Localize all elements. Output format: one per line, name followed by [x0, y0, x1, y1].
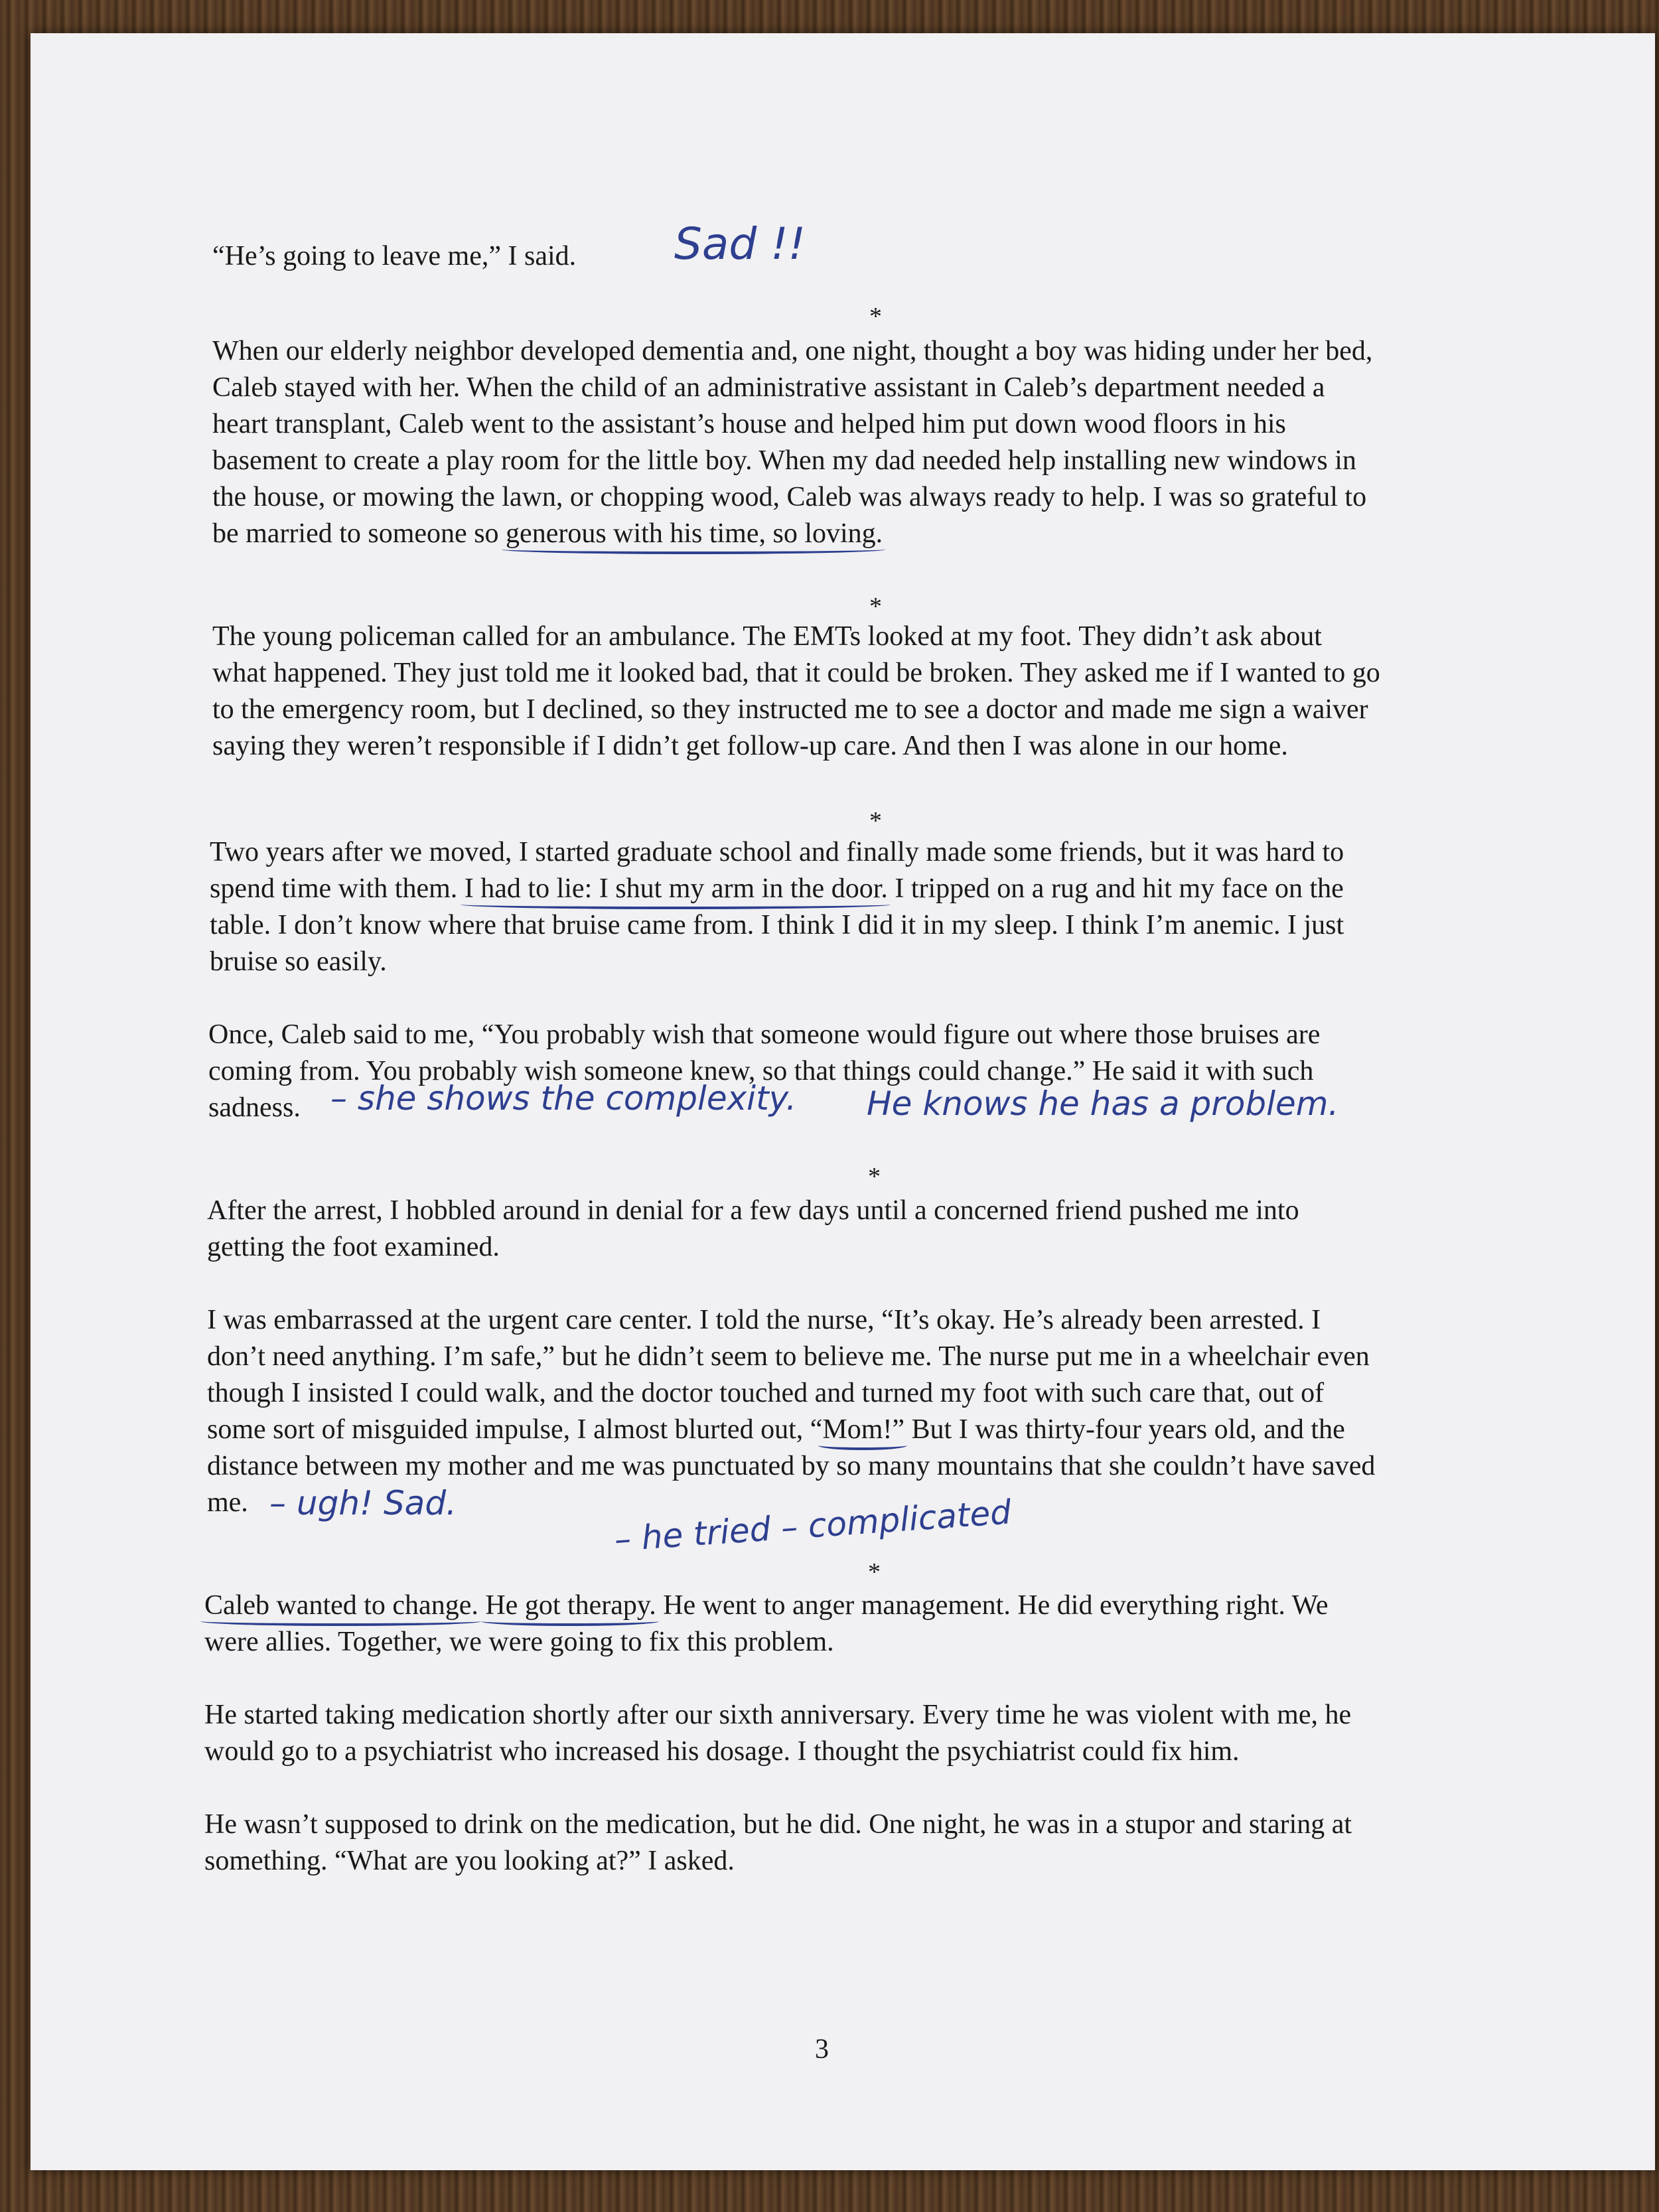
text-line: getting the foot examined. — [207, 1232, 500, 1262]
section-separator: * — [869, 303, 882, 331]
line-text: But I was thirty-four years old, and the — [904, 1414, 1345, 1445]
text-line: were allies. Together, we were going to fix this problem. — [204, 1627, 834, 1657]
text-line: He wasn’t supposed to drink on the medication, but he did. One night, he was in a stupor and staring at — [204, 1809, 1352, 1840]
handwritten-note: – he tried – complicated — [613, 1493, 1013, 1559]
section-separator: * — [868, 1558, 881, 1586]
underlined-phrase: He got therapy. — [485, 1590, 656, 1621]
underlined-phrase: I had to lie: I shut my arm in the door. — [464, 873, 888, 904]
text-line: to the emergency room, but I declined, so they instructed me to see a doctor and made me sign a waiver — [212, 694, 1368, 725]
text-line: the house, or mowing the lawn, or chopping wood, Caleb was always ready to help. I was so grateful to — [212, 482, 1367, 512]
paper-page — [31, 33, 1655, 2170]
underlined-phrase: generous with his time, so loving. — [506, 518, 883, 549]
text-line: basement to create a play room for the little boy. When my dad needed help installing new windows in — [212, 445, 1356, 476]
handwritten-note: – she shows the complexity. — [330, 1079, 797, 1118]
page-number: 3 — [815, 2034, 829, 2065]
text-line: me. — [207, 1487, 248, 1518]
line-text: some sort of misguided impulse, I almost blurted out, “ — [207, 1414, 823, 1445]
text-line: what happened. They just told me it looked bad, that it could be broken. They asked me if I wanted to go — [212, 658, 1380, 688]
underlined-phrase: Mom!” — [822, 1414, 905, 1445]
text-line: After the arrest, I hobbled around in denial for a few days until a concerned friend pushed me into — [207, 1195, 1299, 1226]
text-line: He started taking medication shortly after our sixth anniversary. Every time he was violent with me, he — [204, 1700, 1352, 1730]
handwritten-note: – ugh! Sad. — [269, 1484, 457, 1522]
handwritten-note: Sad !! — [674, 218, 806, 269]
text-line — [212, 520, 883, 548]
text-line: bruise so easily. — [210, 946, 387, 977]
line-text: be married to someone so — [212, 518, 506, 549]
line-text: “He’s going to leave me,” I said. — [212, 241, 577, 271]
underlined-phrase: Caleb wanted to change. — [204, 1590, 478, 1621]
text-line: would go to a psychiatrist who increased his dosage. I thought the psychiatrist could fix him. — [204, 1736, 1240, 1767]
line-text: He went to anger management. He did everything right. We — [656, 1590, 1329, 1621]
text-line — [204, 1591, 1329, 1619]
text-line: though I insisted I could walk, and the doctor touched and turned my foot with such care that, out of — [207, 1378, 1325, 1408]
text-line: When our elderly neighbor developed dementia and, one night, thought a boy was hiding under her bed, — [212, 336, 1373, 366]
text-line: distance between my mother and me was punctuated by so many mountains that she couldn’t have saved — [207, 1451, 1376, 1481]
line-text: I tripped on a rug and hit my face on the — [887, 873, 1344, 904]
section-separator: * — [868, 1163, 881, 1191]
text-line: Caleb stayed with her. When the child of an administrative assistant in Caleb’s department needed a — [212, 372, 1325, 403]
text-line — [210, 875, 1344, 903]
text-line: The young policeman called for an ambulance. The EMTs looked at my foot. They didn’t ask about — [212, 621, 1322, 652]
text-line: saying they weren’t responsible if I didn’t get follow-up care. And then I was alone in our home. — [212, 731, 1288, 761]
text-line: Two years after we moved, I started graduate school and finally made some friends, but it was hard to — [210, 837, 1344, 867]
text-line: heart transplant, Caleb went to the assistant’s house and helped him put down wood floors in his — [212, 409, 1286, 439]
line-text: spend time with them. — [210, 873, 465, 904]
section-separator: * — [869, 807, 882, 835]
text-line: sadness. — [208, 1092, 301, 1123]
text-line: Once, Caleb said to me, “You probably wish that someone would figure out where those bruises are — [208, 1019, 1321, 1050]
text-line: don’t need anything. I’m safe,” but he didn’t seem to believe me. The nurse put me in a wheelchair even — [207, 1341, 1370, 1372]
text-line: coming from. You probably wish someone knew, so that things could change.” He said it with such — [208, 1056, 1314, 1086]
text-line — [207, 1416, 1345, 1443]
text-line: something. “What are you looking at?” I asked. — [204, 1846, 735, 1876]
text-line — [212, 242, 576, 270]
text-line: table. I don’t know where that bruise came from. I think I did it in my sleep. I think I’m anemic. I just — [210, 910, 1344, 940]
text-line: I was embarrassed at the urgent care center. I told the nurse, “It’s okay. He’s already been arrested. I — [207, 1305, 1321, 1335]
handwritten-note: He knows he has a problem. — [867, 1084, 1339, 1123]
section-separator: * — [869, 593, 882, 621]
